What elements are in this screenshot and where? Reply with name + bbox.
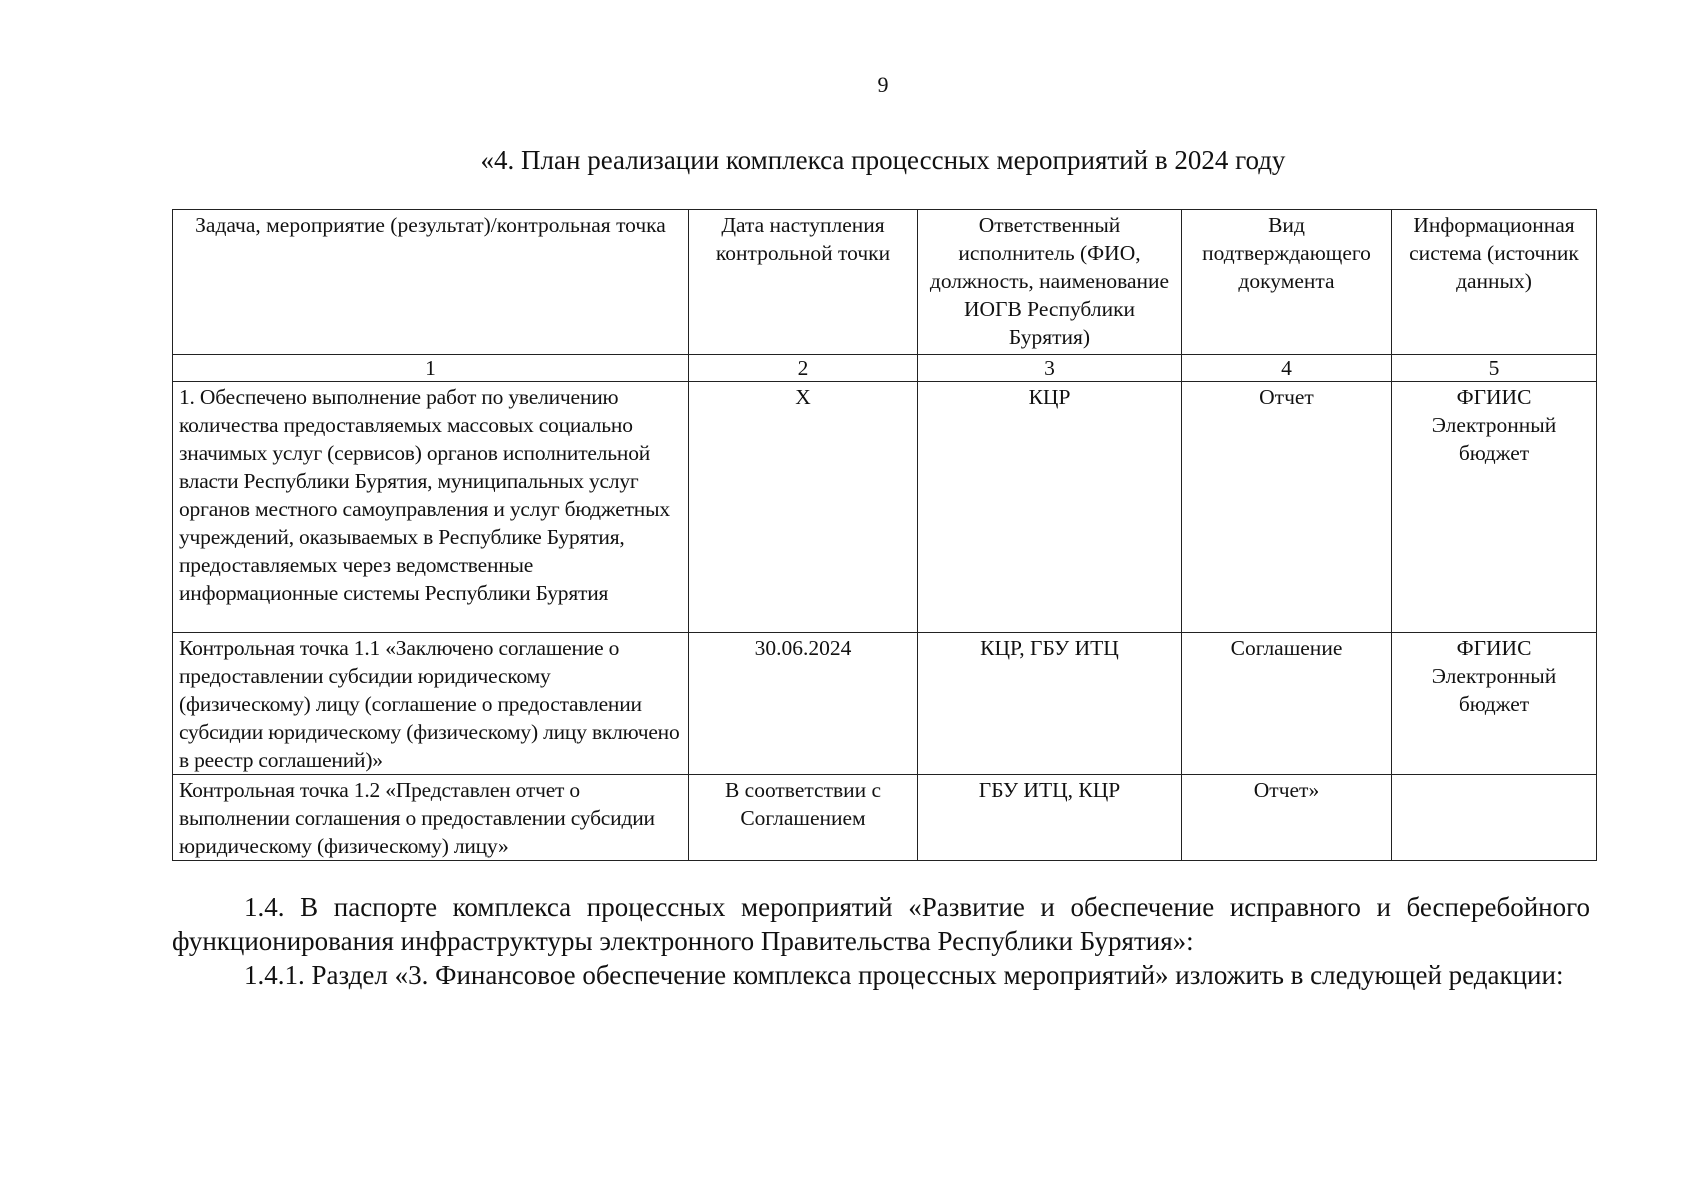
responsible-cell: ГБУ ИТЦ, КЦР (918, 775, 1182, 861)
system-cell: ФГИИС Электронный бюджет (1392, 633, 1597, 775)
responsible-cell: КЦР (918, 382, 1182, 633)
table-row (173, 633, 1597, 775)
page-number: 9 (877, 72, 889, 97)
responsible-cell: КЦР, ГБУ ИТЦ (918, 633, 1182, 775)
section-title: «4. План реализации комплекса процессных мероприятий в 2024 году (480, 145, 1286, 175)
document-cell: Отчет» (1182, 775, 1392, 861)
paragraph-1-4-1: 1.4.1. Раздел «3. Финансовое обеспечение комплекса процессных мероприятий» изложить в следующей редакции: (244, 960, 1564, 990)
column-number: 1 (173, 355, 689, 382)
header-task: Задача, мероприятие (результат)/контрольная точка (173, 210, 689, 355)
column-number: 5 (1392, 355, 1597, 382)
table-header-row (173, 210, 1597, 355)
plan-table (172, 209, 1597, 861)
system-cell: ФГИИС Электронный бюджет (1392, 382, 1597, 633)
column-number: 4 (1182, 355, 1392, 382)
table-row (173, 382, 1597, 633)
header-document: Вид подтверждающего документа (1182, 210, 1392, 355)
header-date: Дата наступления контрольной точки (689, 210, 918, 355)
column-number: 3 (918, 355, 1182, 382)
task-cell: Контрольная точка 1.2 «Представлен отчет о выполнении соглашения о предоставлении субсидии юридическому (физическому) лицу» (173, 775, 689, 861)
column-number: 2 (689, 355, 918, 382)
paragraph-1-4: 1.4. В паспорте комплекса процессных мероприятий «Развитие и обеспечение исправного и бесперебойного функционирования инфраструктуры электронного Правительства Республики Бурятия»: (172, 892, 1590, 956)
task-cell: 1. Обеспечено выполнение работ по увеличению количества предоставляемых массовых социально значимых услуг (сервисов) органов исполнительной власти Республики Бурятия, муниципальных услуг органов местного самоуправления и услуг бюджетных учреждений, оказываемых в Республике Бурятия, предоставляемых через ведомственные информационные системы Республики Бурятия (173, 382, 689, 633)
table-row (173, 775, 1597, 861)
date-cell: 30.06.2024 (689, 633, 918, 775)
column-number-row (173, 355, 1597, 382)
date-cell: В соответствии с Соглашением (689, 775, 918, 861)
system-cell (1392, 775, 1597, 861)
header-responsible: Ответственный исполнитель (ФИО, должность, наименование ИОГВ Республики Бурятия) (918, 210, 1182, 355)
document-cell: Отчет (1182, 382, 1392, 633)
document-cell: Соглашение (1182, 633, 1392, 775)
task-cell: Контрольная точка 1.1 «Заключено соглашение о предоставлении субсидии юридическому (физическому) лицу (соглашение о предоставлении субсидии юридическому (физическому) лицу включено в реестр соглашений)» (173, 633, 689, 775)
header-system: Информационная система (источник данных) (1392, 210, 1597, 355)
date-cell: Х (689, 382, 918, 633)
